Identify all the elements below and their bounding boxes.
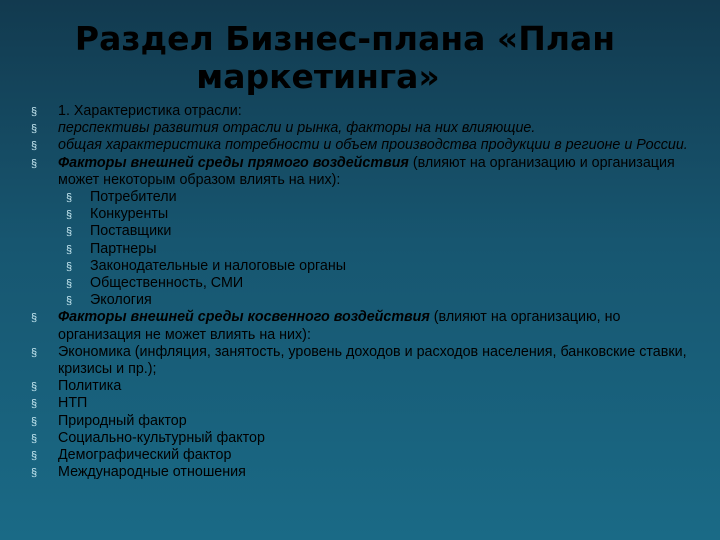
list-item-prospects xyxy=(0,120,720,137)
list-item-text: Природный фактор xyxy=(58,412,187,429)
bullet-icon: § xyxy=(31,157,38,170)
list-item-text: (влияют на организацию и организация может некоторым образом влиять на них): xyxy=(58,154,675,188)
list-item-demographic xyxy=(0,447,720,464)
list-item-text: НТП xyxy=(58,395,88,412)
bullet-icon: § xyxy=(31,450,38,463)
list-item-direct-factors xyxy=(0,155,720,189)
sublist-item xyxy=(0,292,720,309)
list-item-demand xyxy=(0,137,720,154)
bullet-icon: § xyxy=(31,346,38,359)
list-item-text: Экономика (инфляция, занятость, уровень доходов и расходов населения, банковские ставки, кризисы и пр.); xyxy=(58,343,687,378)
list-item-text: общая характеристика потребности и объем производства продукции в регионе и России. xyxy=(58,137,688,154)
sublist-item-text: Конкуренты xyxy=(90,206,169,223)
list-item-ntp xyxy=(0,395,720,412)
bullet-icon: § xyxy=(31,381,38,394)
sublist-item xyxy=(0,258,720,275)
sublist-item xyxy=(0,189,720,206)
list-item-text: Демографический фактор xyxy=(58,447,232,464)
bullet-icon: § xyxy=(66,278,73,291)
bullet-icon: § xyxy=(31,432,38,445)
list-item-text: (влияют на организацию, но организация не может влиять на них): xyxy=(58,309,621,343)
list-item-nature xyxy=(0,413,720,430)
list-item-indirect-factors xyxy=(0,309,720,343)
title-line-1: Раздел Бизнес-плана «План xyxy=(74,19,616,58)
bullet-icon: § xyxy=(66,192,73,205)
sublist-item-text: Потребители xyxy=(90,189,177,206)
list-item-emphasis: Факторы внешней среды прямого воздействия xyxy=(58,154,409,171)
bullet-icon: § xyxy=(66,226,73,239)
bullet-icon: § xyxy=(31,398,38,411)
list-item-international xyxy=(0,464,720,481)
sublist-item-text: Поставщики xyxy=(90,223,172,240)
list-item-text: Политика xyxy=(58,378,122,395)
sublist-item xyxy=(0,241,720,258)
sublist-item xyxy=(0,223,720,240)
bullet-icon: § xyxy=(31,123,38,136)
list-item-emphasis: Факторы внешней среды косвенного воздействия xyxy=(58,309,430,326)
bullet-icon: § xyxy=(31,415,38,428)
list-item-industry xyxy=(0,103,720,120)
sublist-item-text: Законодательные и налоговые органы xyxy=(90,257,347,274)
slide-title xyxy=(0,20,720,96)
list-item-text: перспективы развития отрасли и рынка, факторы на них влияющие. xyxy=(58,120,536,137)
sublist-item-text: Общественность, СМИ xyxy=(90,275,244,292)
sublist-item xyxy=(0,275,720,292)
sublist-item xyxy=(0,206,720,223)
sublist-item-text: Экология xyxy=(90,292,152,309)
list-item-economy xyxy=(0,344,720,378)
bullet-icon: § xyxy=(66,243,73,256)
list-item-sociocultural xyxy=(0,430,720,447)
bullet-icon: § xyxy=(66,260,73,273)
sublist-item-text: Партнеры xyxy=(90,240,157,257)
bullet-icon: § xyxy=(31,106,38,118)
bullet-icon: § xyxy=(66,295,73,308)
bullet-icon: § xyxy=(31,467,38,480)
list-item-politics xyxy=(0,378,720,395)
list-item-text: 1. Характеристика отрасли: xyxy=(58,103,242,119)
list-item-text: Социально-культурный фактор xyxy=(58,429,265,446)
bullet-icon: § xyxy=(31,312,38,325)
bullet-icon: § xyxy=(66,209,73,222)
list-item-text: Международные отношения xyxy=(58,464,246,481)
bullet-list xyxy=(0,103,720,481)
bullet-icon: § xyxy=(31,140,38,153)
title-line-2: маркетинга» xyxy=(196,57,440,96)
